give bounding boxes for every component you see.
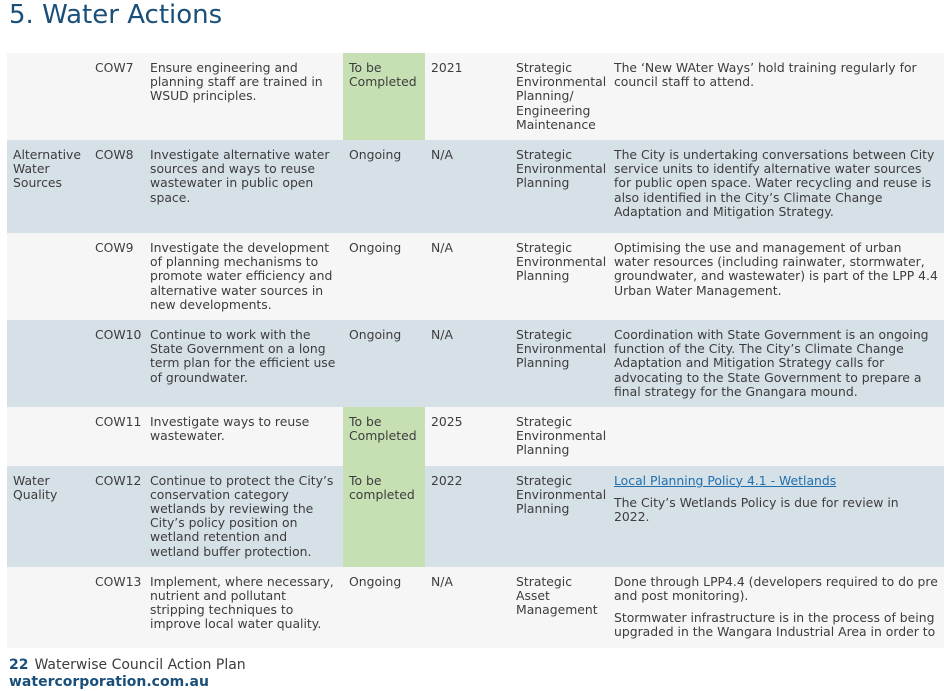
code-cell: COW9	[89, 233, 144, 320]
responsible-cell: Strategic Environmental Planning	[510, 466, 608, 567]
status-cell: Ongoing	[343, 233, 425, 320]
action-cell: Implement, where necessary, nutrient and pollutant stripping techniques to improve local water quality.	[144, 567, 343, 648]
status-cell: To be Completed	[343, 407, 425, 466]
responsible-cell: Strategic Environmental Planning	[510, 320, 608, 407]
year-cell: 2021	[425, 53, 510, 140]
category-cell	[7, 320, 89, 407]
year-cell: 2022	[425, 466, 510, 567]
comments-cell	[608, 466, 944, 567]
comments-cell	[608, 320, 944, 407]
action-cell: Investigate the development of planning mechanisms to promote water efficiency and alternative water sources in new developments.	[144, 233, 343, 320]
year-cell: N/A	[425, 320, 510, 407]
action-cell: Investigate ways to reuse wastewater.	[144, 407, 343, 466]
table-row	[7, 53, 944, 140]
status-cell: Ongoing	[343, 140, 425, 233]
year-cell: N/A	[425, 567, 510, 648]
status-cell: To be completed	[343, 466, 425, 567]
comment-text: The ‘New WAter Ways’ hold training regularly for council staff to attend.	[614, 60, 917, 90]
action-cell: Continue to protect the City’s conservation category wetlands by reviewing the City’s policy position on wetland retention and wetland buffer protection.	[144, 466, 343, 567]
table-row	[7, 466, 944, 567]
action-cell: Continue to work with the State Government on a long term plan for the efficient use of groundwater.	[144, 320, 343, 407]
footer-url: watercorporation.com.au	[9, 674, 209, 690]
code-cell: COW12	[89, 466, 144, 567]
responsible-cell: Strategic Environmental Planning	[510, 140, 608, 233]
code-cell: COW13	[89, 567, 144, 648]
responsible-cell: Strategic Environmental Planning/ Engineering Maintenance	[510, 53, 608, 140]
footer	[9, 657, 246, 673]
category-cell	[7, 567, 89, 648]
responsible-cell: Strategic Asset Management	[510, 567, 608, 648]
action-cell: Ensure engineering and planning staff are trained in WSUD principles.	[144, 53, 343, 140]
table-row	[7, 233, 944, 320]
code-cell: COW8	[89, 140, 144, 233]
action-cell: Investigate alternative water sources and ways to reuse wastewater in public open space.	[144, 140, 343, 233]
comments-cell	[608, 407, 944, 466]
comment-text: Done through LPP4.4 (developers required to do pre and post monitoring).	[614, 573, 938, 604]
document-title: Waterwise Council Action Plan	[34, 657, 246, 673]
page-number: 22	[9, 657, 29, 673]
comments-cell	[608, 53, 944, 140]
category-cell: Water Quality	[7, 466, 89, 567]
category-cell	[7, 53, 89, 140]
responsible-cell: Strategic Environmental Planning	[510, 407, 608, 466]
table-row	[7, 407, 944, 466]
comment-text: Coordination with State Government is an ongoing function of the City. The City’s Climate Change Adaptation and Mitigation Strategy calls for advocating to the State Government to prepare a final strategy for the Gnangara mound.	[614, 327, 929, 399]
comments-cell	[608, 233, 944, 320]
table-row	[7, 320, 944, 407]
table-row	[7, 567, 944, 648]
code-cell: COW11	[89, 407, 144, 466]
comment-text: The City’s Wetlands Policy is due for review in 2022.	[614, 494, 899, 525]
comment-text: Stormwater infrastructure is in the process of being upgraded in the Wangara Industrial Area in order to	[614, 610, 936, 640]
code-cell: COW10	[89, 320, 144, 407]
status-cell: To be Completed	[343, 53, 425, 140]
table-row	[7, 140, 944, 233]
category-cell: Alternative Water Sources	[7, 140, 89, 233]
comment-text: The City is undertaking conversations between City service units to identify alternative water sources for public open space. Water recycling and reuse is also identified in the City’s Climate Change Adaptation and Mitigation Strategy.	[614, 147, 935, 219]
year-cell: N/A	[425, 140, 510, 233]
year-cell: N/A	[425, 233, 510, 320]
year-cell: 2025	[425, 407, 510, 466]
code-cell: COW7	[89, 53, 144, 140]
water-actions-table	[7, 53, 944, 648]
responsible-cell: Strategic Environmental Planning	[510, 233, 608, 320]
wetlands-policy-link[interactable]: Local Planning Policy 4.1 - Wetlands	[614, 472, 837, 488]
status-cell: Ongoing	[343, 567, 425, 648]
comment-text: Optimising the use and management of urban water resources (including rainwater, stormwater, groundwater, and wastewater) is part of the LPP 4.4 Urban Water Management.	[614, 240, 938, 298]
page-title: 5. Water Actions	[9, 0, 223, 30]
comments-cell	[608, 567, 944, 648]
category-cell	[7, 233, 89, 320]
status-cell: Ongoing	[343, 320, 425, 407]
comments-cell	[608, 140, 944, 233]
category-cell	[7, 407, 89, 466]
